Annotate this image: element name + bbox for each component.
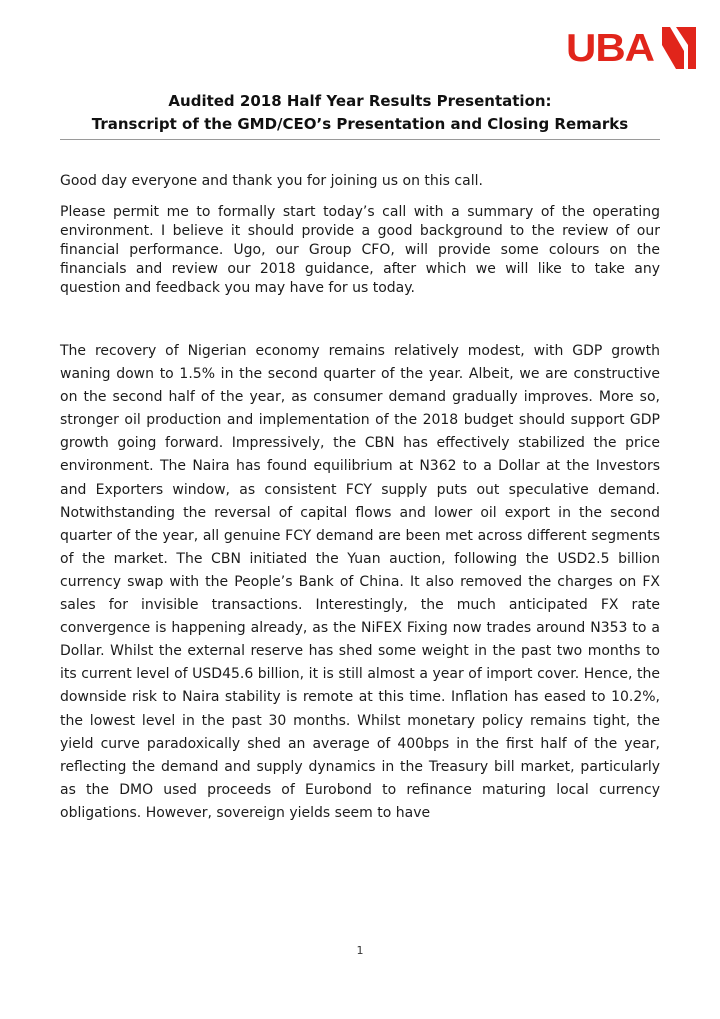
document-title: [60, 90, 660, 140]
transcript-body: [60, 172, 660, 825]
paragraph-economy: The recovery of Nigerian economy remains relatively modest, with GDP growth waning down to 1.5% in the second quarter of the year. Albeit, we are constructive on the second half of the year, as consumer demand gradually improves. More so, stronger oil production and implementation of the 2018 budget should support GDP growth going forward. Impressively, the CBN has effectively stabilized the price environment. The Naira has found equilibrium at N362 to a Dollar at the Investors and Exporters window, as consistent FCY supply puts out speculative demand. Notwithstanding the reversal of capital flows and lower oil export in the second quarter of the year, all genuine FCY demand are been met across different segments of the market. The CBN initiated the Yuan auction, following the USD2.5 billion currency swap with the People’s Bank of China. It also removed the charges on FX sales for invisible transactions. Interestingly, the much anticipated FX rate convergence is happening already, as the NiFEX Fixing now trades around N353 to a Dollar. Whilst the external reserve has shed some weight in the past two months to its current level of USD45.6 billion, it is still almost a year of import cover. Hence, the downside risk to Naira stability is remote at this time. Inflation has eased to 10.2%, the lowest level in the past 30 months. Whilst monetary policy remains tight, the yield curve paradoxically shed an average of 400bps in the first half of the year, reflecting the demand and supply dynamics in the Treasury bill market, particularly as the DMO used proceeds of Eurobond to refinance maturing local currency obligations. However, sovereign yields seem to have: [60, 343, 660, 821]
uba-logo-text: UBA: [566, 25, 654, 70]
uba-logo: [566, 27, 696, 69]
page-number: 1: [356, 944, 364, 957]
paragraph-greeting: Good day everyone and thank you for joining us on this call.: [60, 173, 483, 189]
uba-logo-mark-icon: [662, 27, 696, 69]
title-line-2: Transcript of the GMD/CEO’s Presentation and Closing Remarks: [91, 115, 629, 133]
title-line-1: Audited 2018 Half Year Results Presentation:: [168, 92, 552, 110]
paragraph-introduction: Please permit me to formally start today’s call with a summary of the operating environment. I believe it should provide a good background to the review of our financial performance. Ugo, our Group CFO, will provide some colours on the financials and review our 2018 guidance, after which we will like to take any question and feedback you may have for us today.: [60, 204, 660, 296]
